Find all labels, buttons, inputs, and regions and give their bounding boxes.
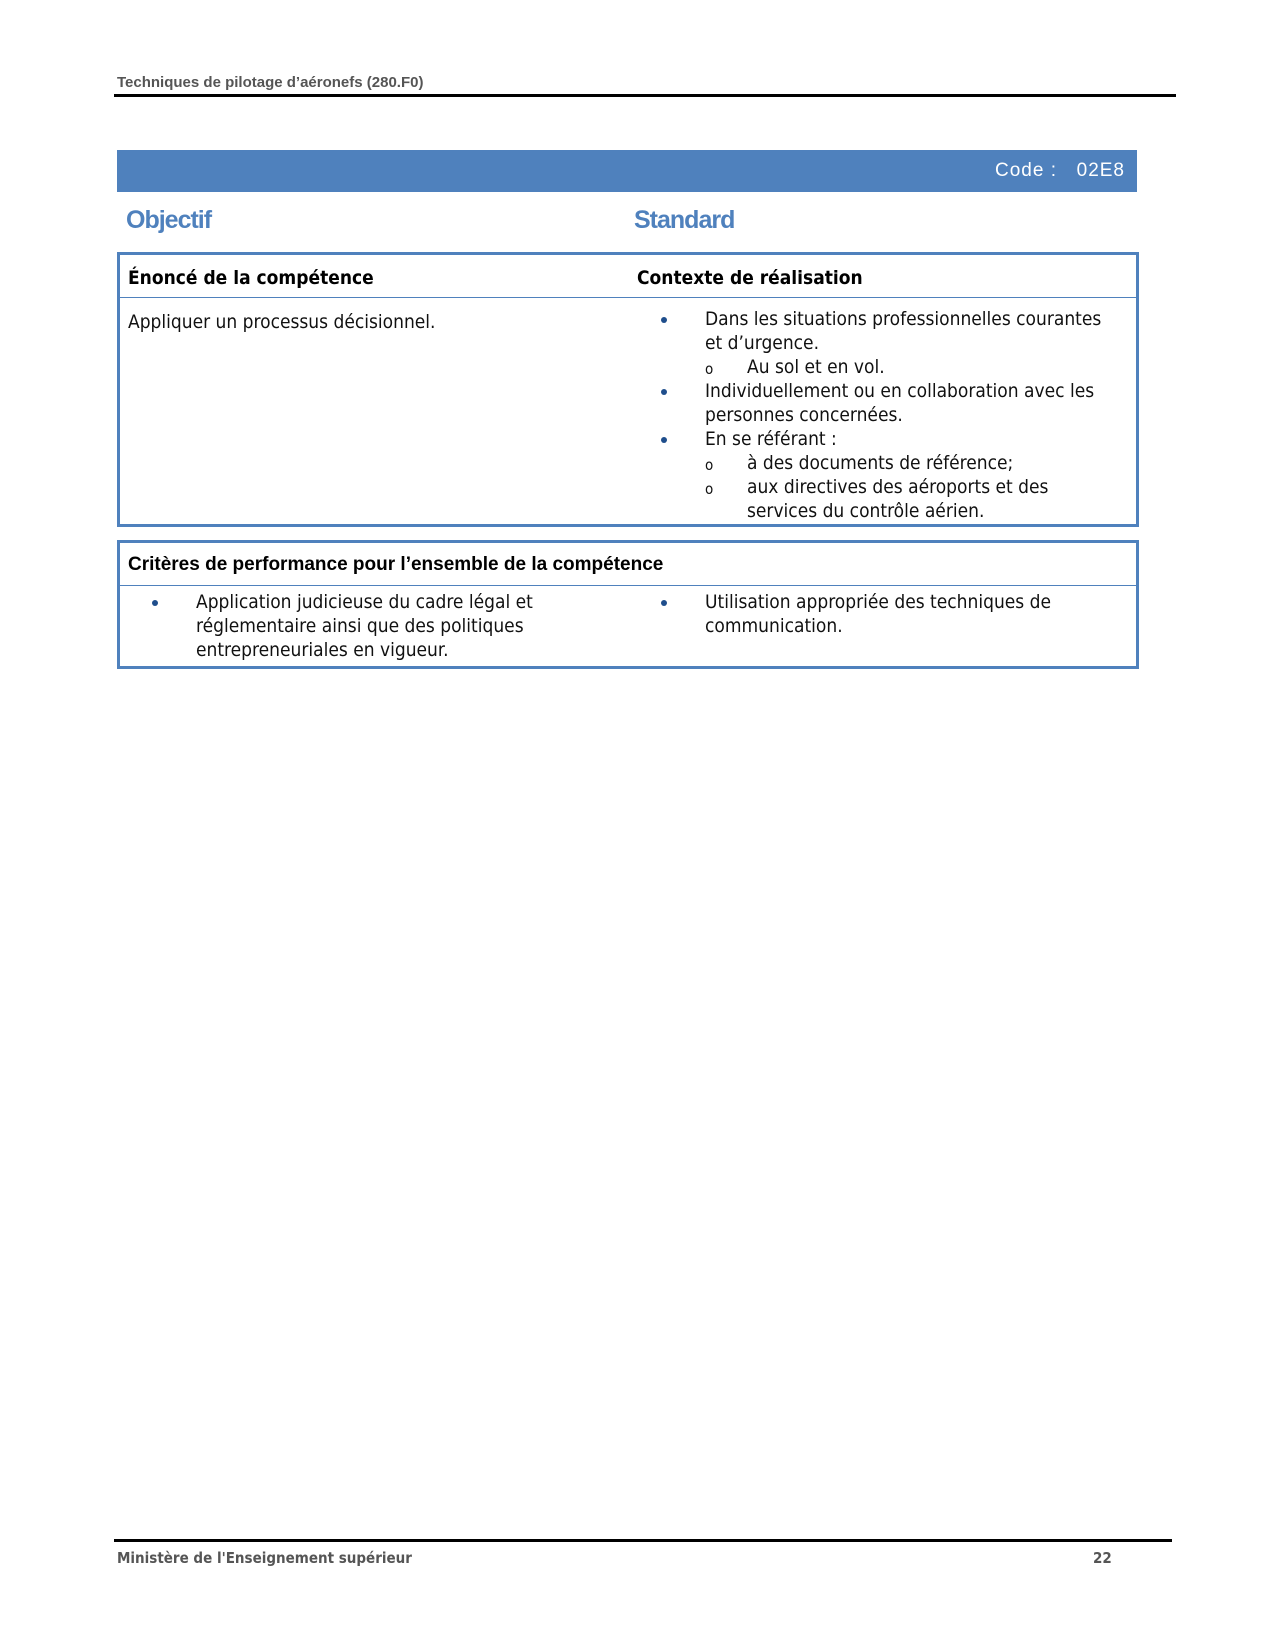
code-bar: [117, 150, 1137, 192]
list-item: Dans les situations professionnelles courantes et d’urgence.: [637, 307, 1107, 355]
context-list: [637, 307, 1107, 523]
criteria-left: [128, 590, 578, 662]
table-header: [120, 543, 1136, 586]
criteria-header: Critères de performance pour l’ensemble de la compétence: [128, 554, 664, 575]
list-item: o aux directives des aéroports et des services du contrôle aérien.: [637, 475, 1107, 523]
list-item: En se référant :: [637, 427, 1107, 451]
list-item: o Au sol et en vol.: [637, 355, 1107, 379]
code-value: 02E8: [1076, 160, 1125, 181]
criteria-table: [117, 540, 1139, 669]
list-item: Individuellement ou en collaboration avec les personnes concernées.: [637, 379, 1107, 427]
statement-header: Énoncé de la compétence: [128, 267, 374, 289]
section-standard: Standard: [634, 206, 735, 234]
list-item: o à des documents de référence;: [637, 451, 1107, 475]
footer-ministry: Ministère de l'Enseignement supérieur: [117, 1549, 412, 1567]
table-header: [120, 255, 1136, 298]
criteria-right: [637, 590, 1077, 638]
list-item: Utilisation appropriée des techniques de communication.: [637, 590, 1077, 638]
competence-table: [117, 252, 1139, 527]
list-item: Application judicieuse du cadre légal et réglementaire ainsi que des politiques entrepreneuriales en vigueur.: [128, 590, 578, 662]
header-rule: [114, 94, 1176, 97]
context-header: Contexte de réalisation: [637, 267, 863, 289]
page-number: 22: [1093, 1549, 1112, 1567]
competence-statement: Appliquer un processus décisionnel.: [128, 311, 436, 333]
section-objectif: Objectif: [126, 206, 212, 234]
running-header: Techniques de pilotage d’aéronefs (280.F0): [117, 74, 424, 91]
footer-rule: [114, 1539, 1172, 1542]
code-label: Code :: [995, 160, 1057, 181]
